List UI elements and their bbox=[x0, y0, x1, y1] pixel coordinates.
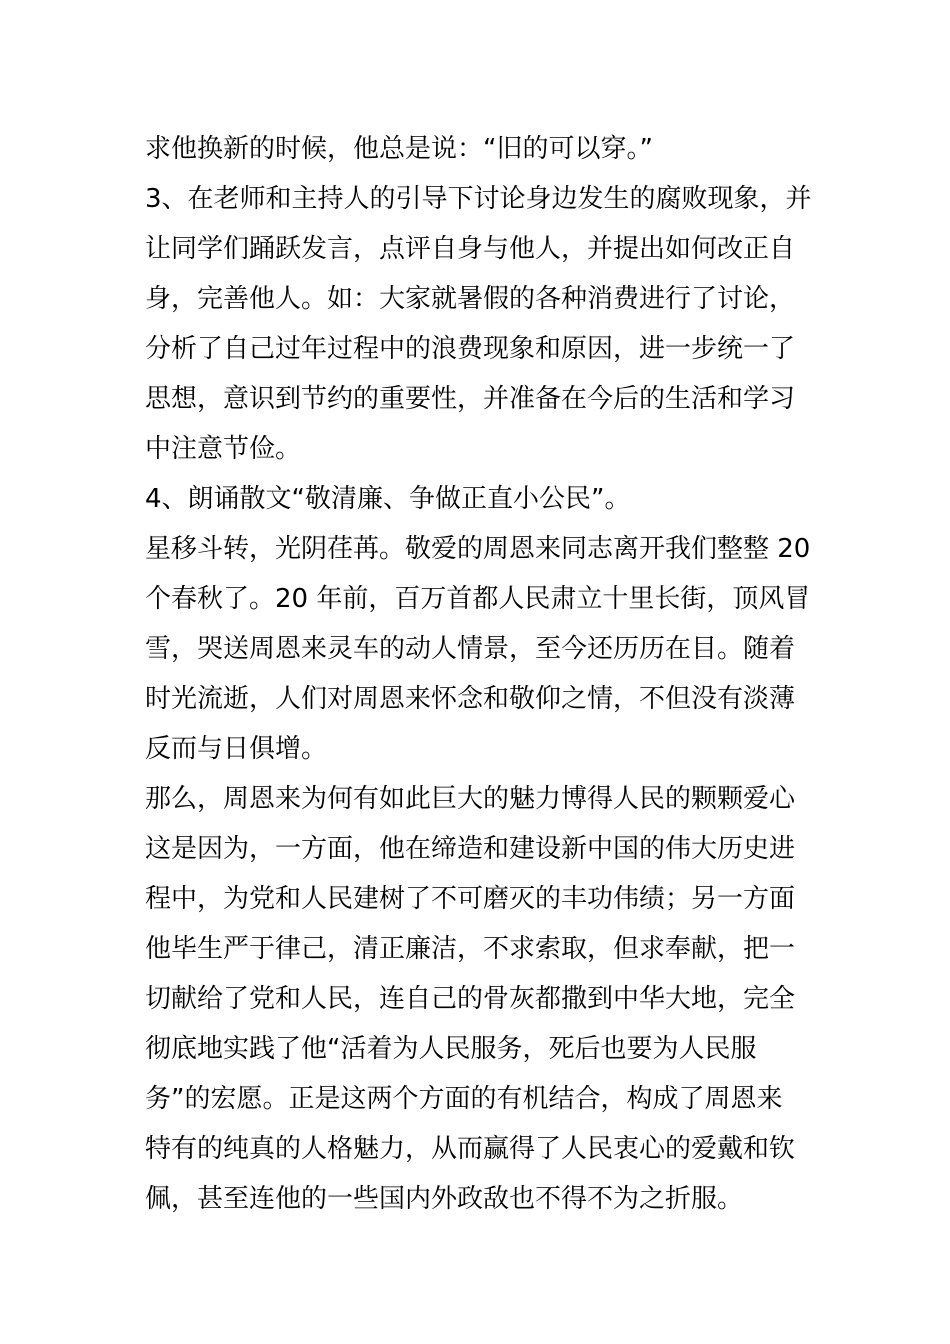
text-line: 这是因为，一方面，他在缔造和建设新中国的伟大历史进 bbox=[145, 834, 796, 864]
text-line: 彻底地实践了他“活着为人民服务，死后也要为人民服 bbox=[145, 1034, 757, 1064]
text-line: 让同学们踊跃发言，点评自身与他人，并提出如何改正自 bbox=[145, 234, 796, 264]
text-line: 那么，周恩来为何有如此巨大的魅力博得人民的颗颗爱心 bbox=[145, 784, 796, 814]
text-line: 身，完善他人。如：大家就暑假的各种消费进行了讨论， bbox=[145, 284, 796, 314]
text-line: 佩，甚至连他的一些国内外政敌也不得不为之折服。 bbox=[145, 1184, 744, 1214]
text-line: 程中，为党和人民建树了不可磨灭的丰功伟绩；另一方面 bbox=[145, 884, 796, 914]
text-line: 雪，哭送周恩来灵车的动人情景，至今还历历在目。随着 bbox=[145, 634, 796, 664]
text-line: 他毕生严于律己，清正廉洁，不求索取，但求奉献，把一 bbox=[145, 934, 796, 964]
text-line: 特有的纯真的人格魅力，从而赢得了人民衷心的爱戴和钦 bbox=[145, 1134, 796, 1164]
text-line: 时光流逝，人们对周恩来怀念和敬仰之情，不但没有淡薄 bbox=[145, 684, 796, 714]
text-line: 星移斗转，光阴荏苒。敬爱的周恩来同志离开我们整整 20 bbox=[145, 534, 811, 564]
text-line: 务”的宏愿。正是这两个方面的有机结合，构成了周恩来 bbox=[145, 1084, 783, 1114]
text-line: 个春秋了。20 年前，百万首都人民肃立十里长街，顶风冒 bbox=[145, 584, 811, 614]
body-text bbox=[145, 124, 810, 1224]
text-line: 分析了自己过年过程中的浪费现象和原因，进一步统一了 bbox=[145, 334, 796, 364]
text-line: 3、在老师和主持人的引导下讨论身边发生的腐败现象，并 bbox=[145, 184, 812, 214]
text-line: 4、朗诵散文“敬清廉、争做正直小公民”。 bbox=[145, 484, 631, 514]
text-line: 中注意节俭。 bbox=[145, 434, 302, 464]
text-line: 求他换新的时候，他总是说：“旧的可以穿。” bbox=[145, 134, 653, 164]
text-line: 切献给了党和人民，连自己的骨灰都撒到中华大地，完全 bbox=[145, 984, 796, 1014]
text-line: 反而与日俱增。 bbox=[145, 734, 328, 764]
text-line: 思想，意识到节约的重要性，并准备在今后的生活和学习 bbox=[145, 384, 796, 414]
